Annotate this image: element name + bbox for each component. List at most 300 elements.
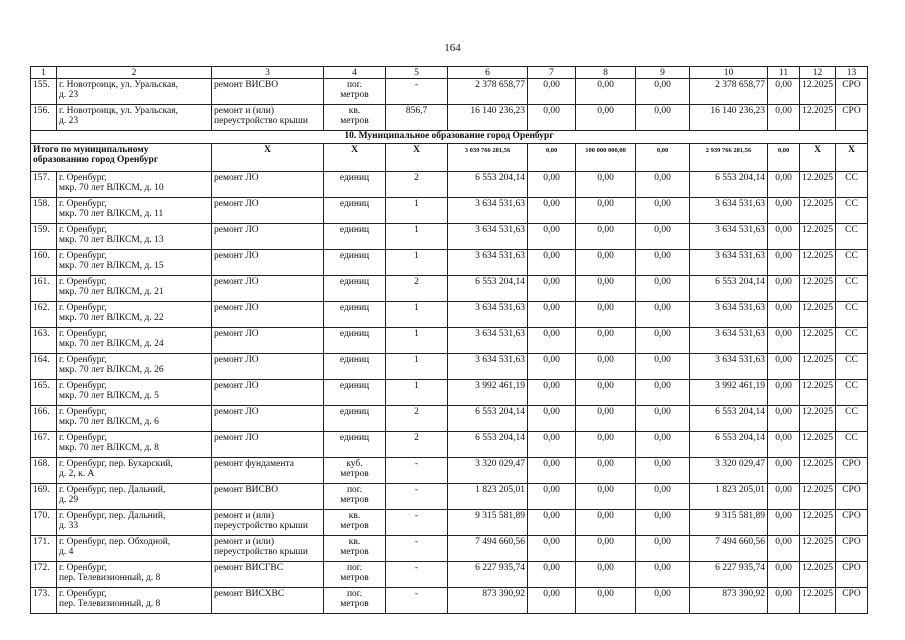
quantity-cell: 1 [386,354,448,380]
work-type-cell-line-1: ремонт ВИСХВС [214,589,285,599]
owner-funds-cell: 3 634 531,63 [690,354,768,380]
unit-cell-line-1: кв. [348,537,361,547]
fund-method-cell: СС [836,250,868,276]
fund-cell-11: 0,00 [768,484,800,510]
table-row [31,406,868,432]
work-type-cell-line-1: ремонт фундамента [214,459,294,469]
table-row [31,354,868,380]
total-x-13: Х [836,144,868,172]
total-owner-sum: 2 939 766 281,56 [690,144,768,172]
deadline-cell: 12.2025 [800,354,836,380]
quantity-cell: - [386,484,448,510]
address-cell-line-1: г. Оренбург, [59,433,107,443]
table-row [31,224,868,250]
fund-cell-9: 0,00 [636,224,690,250]
fund-cell-8: 0,00 [576,510,636,536]
quantity-cell: 1 [386,224,448,250]
address-cell-line-2: мкр. 70 лет ВЛКСМ, д. 5 [59,391,159,401]
total-label [31,144,212,172]
deadline-cell: 12.2025 [800,484,836,510]
unit-cell [324,536,386,562]
row-number: 163. [31,328,57,354]
deadline-cell: 12.2025 [800,328,836,354]
work-type-cell-line-1: ремонт ЛО [214,225,259,235]
address-cell-line-1: г. Оренбург, [59,277,107,287]
deadline-cell: 12.2025 [800,79,836,105]
total-cost-cell: 3 634 531,63 [448,224,528,250]
fund-method-cell: СС [836,224,868,250]
unit-cell [324,250,386,276]
column-number-header: 2 [57,67,212,79]
deadline-cell: 12.2025 [800,276,836,302]
fund-cell-9: 0,00 [636,105,690,131]
total-label-line-1: Итого по муниципальному [33,145,149,155]
fund-cell-11: 0,00 [768,354,800,380]
owner-funds-cell: 3 992 461,19 [690,380,768,406]
fund-method-cell: СС [836,172,868,198]
work-type-cell-line-1: ремонт ЛО [214,173,259,183]
table-row [31,302,868,328]
row-number: 160. [31,250,57,276]
row-number: 158. [31,198,57,224]
total-cost-cell: 3 634 531,63 [448,198,528,224]
owner-funds-cell: 6 553 204,14 [690,172,768,198]
section-title: 10. Муниципальное образование город Оренбург [31,131,868,144]
work-type-cell [212,354,324,380]
total-cost-cell: 6 553 204,14 [448,276,528,302]
work-type-cell [212,105,324,131]
address-cell-line-2: д. 29 [59,495,79,505]
unit-cell-line-1: кв. [348,106,361,116]
fund-cell-9: 0,00 [636,588,690,614]
address-cell [57,380,212,406]
total-sum-8: 100 000 000,00 [576,144,636,172]
address-cell [57,250,212,276]
column-number-header: 11 [768,67,800,79]
total-cost-cell: 6 227 935,74 [448,562,528,588]
address-cell [57,562,212,588]
deadline-cell: 12.2025 [800,198,836,224]
table-row [31,510,868,536]
address-cell-line-1: г. Оренбург, [59,589,107,599]
unit-cell-line-1: единиц [339,329,370,339]
address-cell-line-2: д. 33 [59,521,79,531]
total-sum-9: 0,00 [636,144,690,172]
unit-cell-line-1: пог. [346,563,363,573]
fund-cell-11: 0,00 [768,458,800,484]
work-type-cell [212,536,324,562]
address-cell [57,105,212,131]
quantity-cell: - [386,510,448,536]
unit-cell [324,224,386,250]
work-type-cell [212,198,324,224]
total-cost-cell: 6 553 204,14 [448,172,528,198]
owner-funds-cell: 3 634 531,63 [690,328,768,354]
table-row [31,105,868,131]
fund-cell-8: 0,00 [576,588,636,614]
work-type-cell-line-1: ремонт ЛО [214,303,259,313]
address-cell-line-2: пер. Телевизионный, д. 8 [59,599,161,609]
column-number-header: 12 [800,67,836,79]
unit-cell-line-2: метров [340,90,369,100]
work-type-cell [212,224,324,250]
fund-cell-8: 0,00 [576,172,636,198]
row-number: 155. [31,79,57,105]
total-row [31,144,868,172]
fund-cell-8: 0,00 [576,432,636,458]
quantity-cell: 1 [386,380,448,406]
fund-cell-11: 0,00 [768,224,800,250]
fund-cell-8: 0,00 [576,198,636,224]
address-cell-line-2: д. 4 [59,547,74,557]
work-type-cell-line-1: ремонт ЛО [214,199,259,209]
deadline-cell: 12.2025 [800,250,836,276]
address-cell [57,79,212,105]
address-cell-line-1: г. Оренбург, [59,563,107,573]
owner-funds-cell: 873 390,92 [690,588,768,614]
address-cell [57,302,212,328]
work-type-cell-line-1: ремонт ЛО [214,329,259,339]
fund-method-cell: СРО [836,562,868,588]
fund-cell-9: 0,00 [636,328,690,354]
fund-method-cell: СРО [836,79,868,105]
address-cell-line-1: г. Новотроицк, ул. Уральская, [59,80,179,90]
total-x-12: Х [800,144,836,172]
quantity-cell: - [386,458,448,484]
fund-cell-11: 0,00 [768,328,800,354]
fund-cell-11: 0,00 [768,588,800,614]
address-cell-line-1: г. Оренбург, пер. Дальний, [59,485,166,495]
address-cell-line-2: д. 2, к. А [59,469,95,479]
fund-method-cell: СС [836,432,868,458]
address-cell-line-2: мкр. 70 лет ВЛКСМ, д. 11 [59,209,164,219]
total-cost-cell: 3 634 531,63 [448,302,528,328]
total-cost-cell: 16 140 236,23 [448,105,528,131]
work-type-cell-line-2: переустройство крыши [214,521,308,531]
table-row [31,380,868,406]
unit-cell-line-1: единиц [339,199,370,209]
table-row [31,458,868,484]
unit-cell-line-2: метров [340,521,369,531]
deadline-cell: 12.2025 [800,458,836,484]
address-cell-line-2: д. 23 [59,90,79,100]
fund-cell-9: 0,00 [636,406,690,432]
address-cell [57,432,212,458]
total-cost-cell: 3 634 531,63 [448,250,528,276]
unit-cell [324,302,386,328]
unit-cell-line-1: пог. [346,80,363,90]
work-type-cell [212,302,324,328]
fund-cell-11: 0,00 [768,302,800,328]
fund-method-cell: СС [836,328,868,354]
address-cell-line-2: пер. Телевизионный, д. 8 [59,573,161,583]
owner-funds-cell: 3 634 531,63 [690,250,768,276]
unit-cell-line-1: единиц [339,251,370,261]
work-type-cell-line-1: ремонт ВИСГВС [214,563,284,573]
fund-method-cell: СРО [836,510,868,536]
address-cell-line-2: мкр. 70 лет ВЛКСМ, д. 21 [59,287,164,297]
fund-method-cell: СС [836,406,868,432]
owner-funds-cell: 6 553 204,14 [690,276,768,302]
work-type-cell [212,250,324,276]
work-type-cell-line-2: переустройство крыши [214,116,308,126]
work-type-cell-line-1: ремонт ЛО [214,381,259,391]
total-cost-cell: 873 390,92 [448,588,528,614]
fund-cell-8: 0,00 [576,224,636,250]
address-cell-line-1: г. Оренбург, пер. Дальний, [59,511,166,521]
work-type-cell [212,484,324,510]
owner-funds-cell: 3 320 029,47 [690,458,768,484]
unit-cell-line-1: пог. [346,589,363,599]
fund-cell-9: 0,00 [636,198,690,224]
repair-plan-table [30,66,868,614]
row-number: 171. [31,536,57,562]
address-cell-line-1: г. Новотроицк, ул. Уральская, [59,106,179,116]
fund-cell-9: 0,00 [636,432,690,458]
fund-cell-11: 0,00 [768,562,800,588]
address-cell-line-1: г. Оренбург, пер. Бухарский, [59,459,173,469]
fund-cell-11: 0,00 [768,105,800,131]
fund-cell-11: 0,00 [768,406,800,432]
deadline-cell: 12.2025 [800,510,836,536]
quantity-cell: - [386,562,448,588]
fund-cell-7: 0,00 [528,105,576,131]
fund-cell-8: 0,00 [576,354,636,380]
total-cost-cell: 1 823 205,01 [448,484,528,510]
work-type-cell-line-1: ремонт ЛО [214,407,259,417]
address-cell-line-1: г. Оренбург, [59,251,107,261]
address-cell-line-1: г. Оренбург, [59,329,107,339]
total-sum-7: 0,00 [528,144,576,172]
table-row [31,276,868,302]
fund-cell-7: 0,00 [528,79,576,105]
total-cost-cell: 3 634 531,63 [448,328,528,354]
fund-cell-7: 0,00 [528,328,576,354]
fund-cell-9: 0,00 [636,172,690,198]
unit-cell [324,432,386,458]
deadline-cell: 12.2025 [800,302,836,328]
total-cost-cell: 2 378 658,77 [448,79,528,105]
owner-funds-cell: 6 553 204,14 [690,432,768,458]
table-row [31,328,868,354]
unit-cell-line-2: метров [340,469,369,479]
fund-cell-9: 0,00 [636,250,690,276]
column-number-header: 8 [576,67,636,79]
fund-cell-11: 0,00 [768,250,800,276]
deadline-cell: 12.2025 [800,172,836,198]
work-type-cell [212,276,324,302]
deadline-cell: 12.2025 [800,432,836,458]
total-cost-cell: 6 553 204,14 [448,406,528,432]
row-number: 157. [31,172,57,198]
fund-method-cell: СС [836,380,868,406]
owner-funds-cell: 3 634 531,63 [690,198,768,224]
column-number-header: 10 [690,67,768,79]
address-cell-line-2: мкр. 70 лет ВЛКСМ, д. 13 [59,235,164,245]
row-number: 165. [31,380,57,406]
address-cell-line-2: мкр. 70 лет ВЛКСМ, д. 24 [59,339,164,349]
quantity-cell: 1 [386,302,448,328]
quantity-cell: 1 [386,328,448,354]
fund-cell-11: 0,00 [768,172,800,198]
address-cell-line-2: д. 23 [59,116,79,126]
quantity-cell: 1 [386,250,448,276]
unit-cell [324,484,386,510]
work-type-cell-line-1: ремонт и (или) [214,106,275,116]
section-header-row [31,131,868,144]
fund-cell-11: 0,00 [768,276,800,302]
unit-cell-line-1: кв. [348,511,361,521]
fund-cell-7: 0,00 [528,562,576,588]
table-row [31,432,868,458]
address-cell-line-1: г. Оренбург, [59,303,107,313]
unit-cell-line-1: единиц [339,173,370,183]
work-type-cell [212,588,324,614]
fund-cell-7: 0,00 [528,250,576,276]
fund-cell-7: 0,00 [528,484,576,510]
owner-funds-cell: 7 494 660,56 [690,536,768,562]
total-cost-sum: 3 039 766 281,56 [448,144,528,172]
address-cell-line-1: г. Оренбург, [59,407,107,417]
table-row [31,562,868,588]
unit-cell [324,328,386,354]
fund-cell-7: 0,00 [528,510,576,536]
row-number: 172. [31,562,57,588]
total-cost-cell: 6 553 204,14 [448,432,528,458]
column-number-header: 7 [528,67,576,79]
quantity-cell: 2 [386,432,448,458]
row-number: 166. [31,406,57,432]
address-cell [57,354,212,380]
row-number: 161. [31,276,57,302]
address-cell-line-2: мкр. 70 лет ВЛКСМ, д. 6 [59,417,159,427]
unit-cell-line-2: метров [340,573,369,583]
fund-cell-9: 0,00 [636,302,690,328]
work-type-cell-line-1: ремонт ВИСВО [214,80,279,90]
address-cell [57,224,212,250]
fund-method-cell: СРО [836,105,868,131]
fund-cell-9: 0,00 [636,354,690,380]
column-number-header: 1 [31,67,57,79]
unit-cell [324,354,386,380]
fund-cell-11: 0,00 [768,536,800,562]
work-type-cell [212,172,324,198]
table-row [31,79,868,105]
work-type-cell-line-1: ремонт ЛО [214,251,259,261]
work-type-cell [212,562,324,588]
unit-cell [324,510,386,536]
fund-method-cell: СС [836,354,868,380]
fund-cell-7: 0,00 [528,198,576,224]
quantity-cell: - [386,536,448,562]
fund-cell-7: 0,00 [528,172,576,198]
row-number: 167. [31,432,57,458]
unit-cell-line-2: метров [340,547,369,557]
fund-cell-9: 0,00 [636,536,690,562]
fund-cell-7: 0,00 [528,224,576,250]
fund-method-cell: СС [836,198,868,224]
fund-cell-7: 0,00 [528,432,576,458]
unit-cell-line-1: единиц [339,355,370,365]
fund-cell-9: 0,00 [636,276,690,302]
owner-funds-cell: 6 227 935,74 [690,562,768,588]
fund-method-cell: СРО [836,484,868,510]
fund-cell-7: 0,00 [528,380,576,406]
fund-cell-9: 0,00 [636,562,690,588]
total-x-3: Х [212,144,324,172]
address-cell [57,328,212,354]
address-cell-line-1: г. Оренбург, [59,199,107,209]
column-number-header-row [31,67,868,79]
owner-funds-cell: 3 634 531,63 [690,302,768,328]
unit-cell-line-1: единиц [339,277,370,287]
fund-method-cell: СРО [836,458,868,484]
owner-funds-cell: 3 634 531,63 [690,224,768,250]
row-number: 170. [31,510,57,536]
fund-cell-8: 0,00 [576,79,636,105]
unit-cell-line-1: единиц [339,303,370,313]
unit-cell-line-1: единиц [339,225,370,235]
unit-cell [324,458,386,484]
work-type-cell [212,328,324,354]
work-type-cell [212,406,324,432]
quantity-cell: - [386,588,448,614]
total-cost-cell: 7 494 660,56 [448,536,528,562]
address-cell [57,484,212,510]
fund-cell-8: 0,00 [576,328,636,354]
unit-cell [324,79,386,105]
fund-cell-7: 0,00 [528,354,576,380]
address-cell-line-1: г. Оренбург, [59,381,107,391]
total-x-4: Х [324,144,386,172]
deadline-cell: 12.2025 [800,224,836,250]
unit-cell-line-1: куб. [346,459,363,469]
owner-funds-cell: 9 315 581,89 [690,510,768,536]
owner-funds-cell: 1 823 205,01 [690,484,768,510]
total-x-5: Х [386,144,448,172]
row-number: 162. [31,302,57,328]
address-cell-line-2: мкр. 70 лет ВЛКСМ, д. 15 [59,261,164,271]
work-type-cell-line-2: переустройство крыши [214,547,308,557]
fund-cell-9: 0,00 [636,510,690,536]
fund-cell-11: 0,00 [768,79,800,105]
table-body [31,67,868,614]
address-cell-line-1: г. Оренбург, [59,355,107,365]
unit-cell-line-1: единиц [339,381,370,391]
address-cell-line-1: г. Оренбург, [59,225,107,235]
table-row [31,172,868,198]
fund-cell-8: 0,00 [576,276,636,302]
fund-cell-8: 0,00 [576,484,636,510]
row-number: 164. [31,354,57,380]
fund-method-cell: СРО [836,588,868,614]
fund-cell-7: 0,00 [528,276,576,302]
unit-cell-line-1: пог. [346,485,363,495]
address-cell-line-2: мкр. 70 лет ВЛКСМ, д. 22 [59,313,164,323]
fund-cell-8: 0,00 [576,302,636,328]
deadline-cell: 12.2025 [800,536,836,562]
owner-funds-cell: 16 140 236,23 [690,105,768,131]
column-number-header: 4 [324,67,386,79]
total-sum-11: 0,00 [768,144,800,172]
fund-cell-8: 0,00 [576,250,636,276]
column-number-header: 5 [386,67,448,79]
page-number: 164 [444,42,461,54]
row-number: 156. [31,105,57,131]
unit-cell [324,380,386,406]
total-cost-cell: 3 992 461,19 [448,380,528,406]
fund-cell-9: 0,00 [636,380,690,406]
